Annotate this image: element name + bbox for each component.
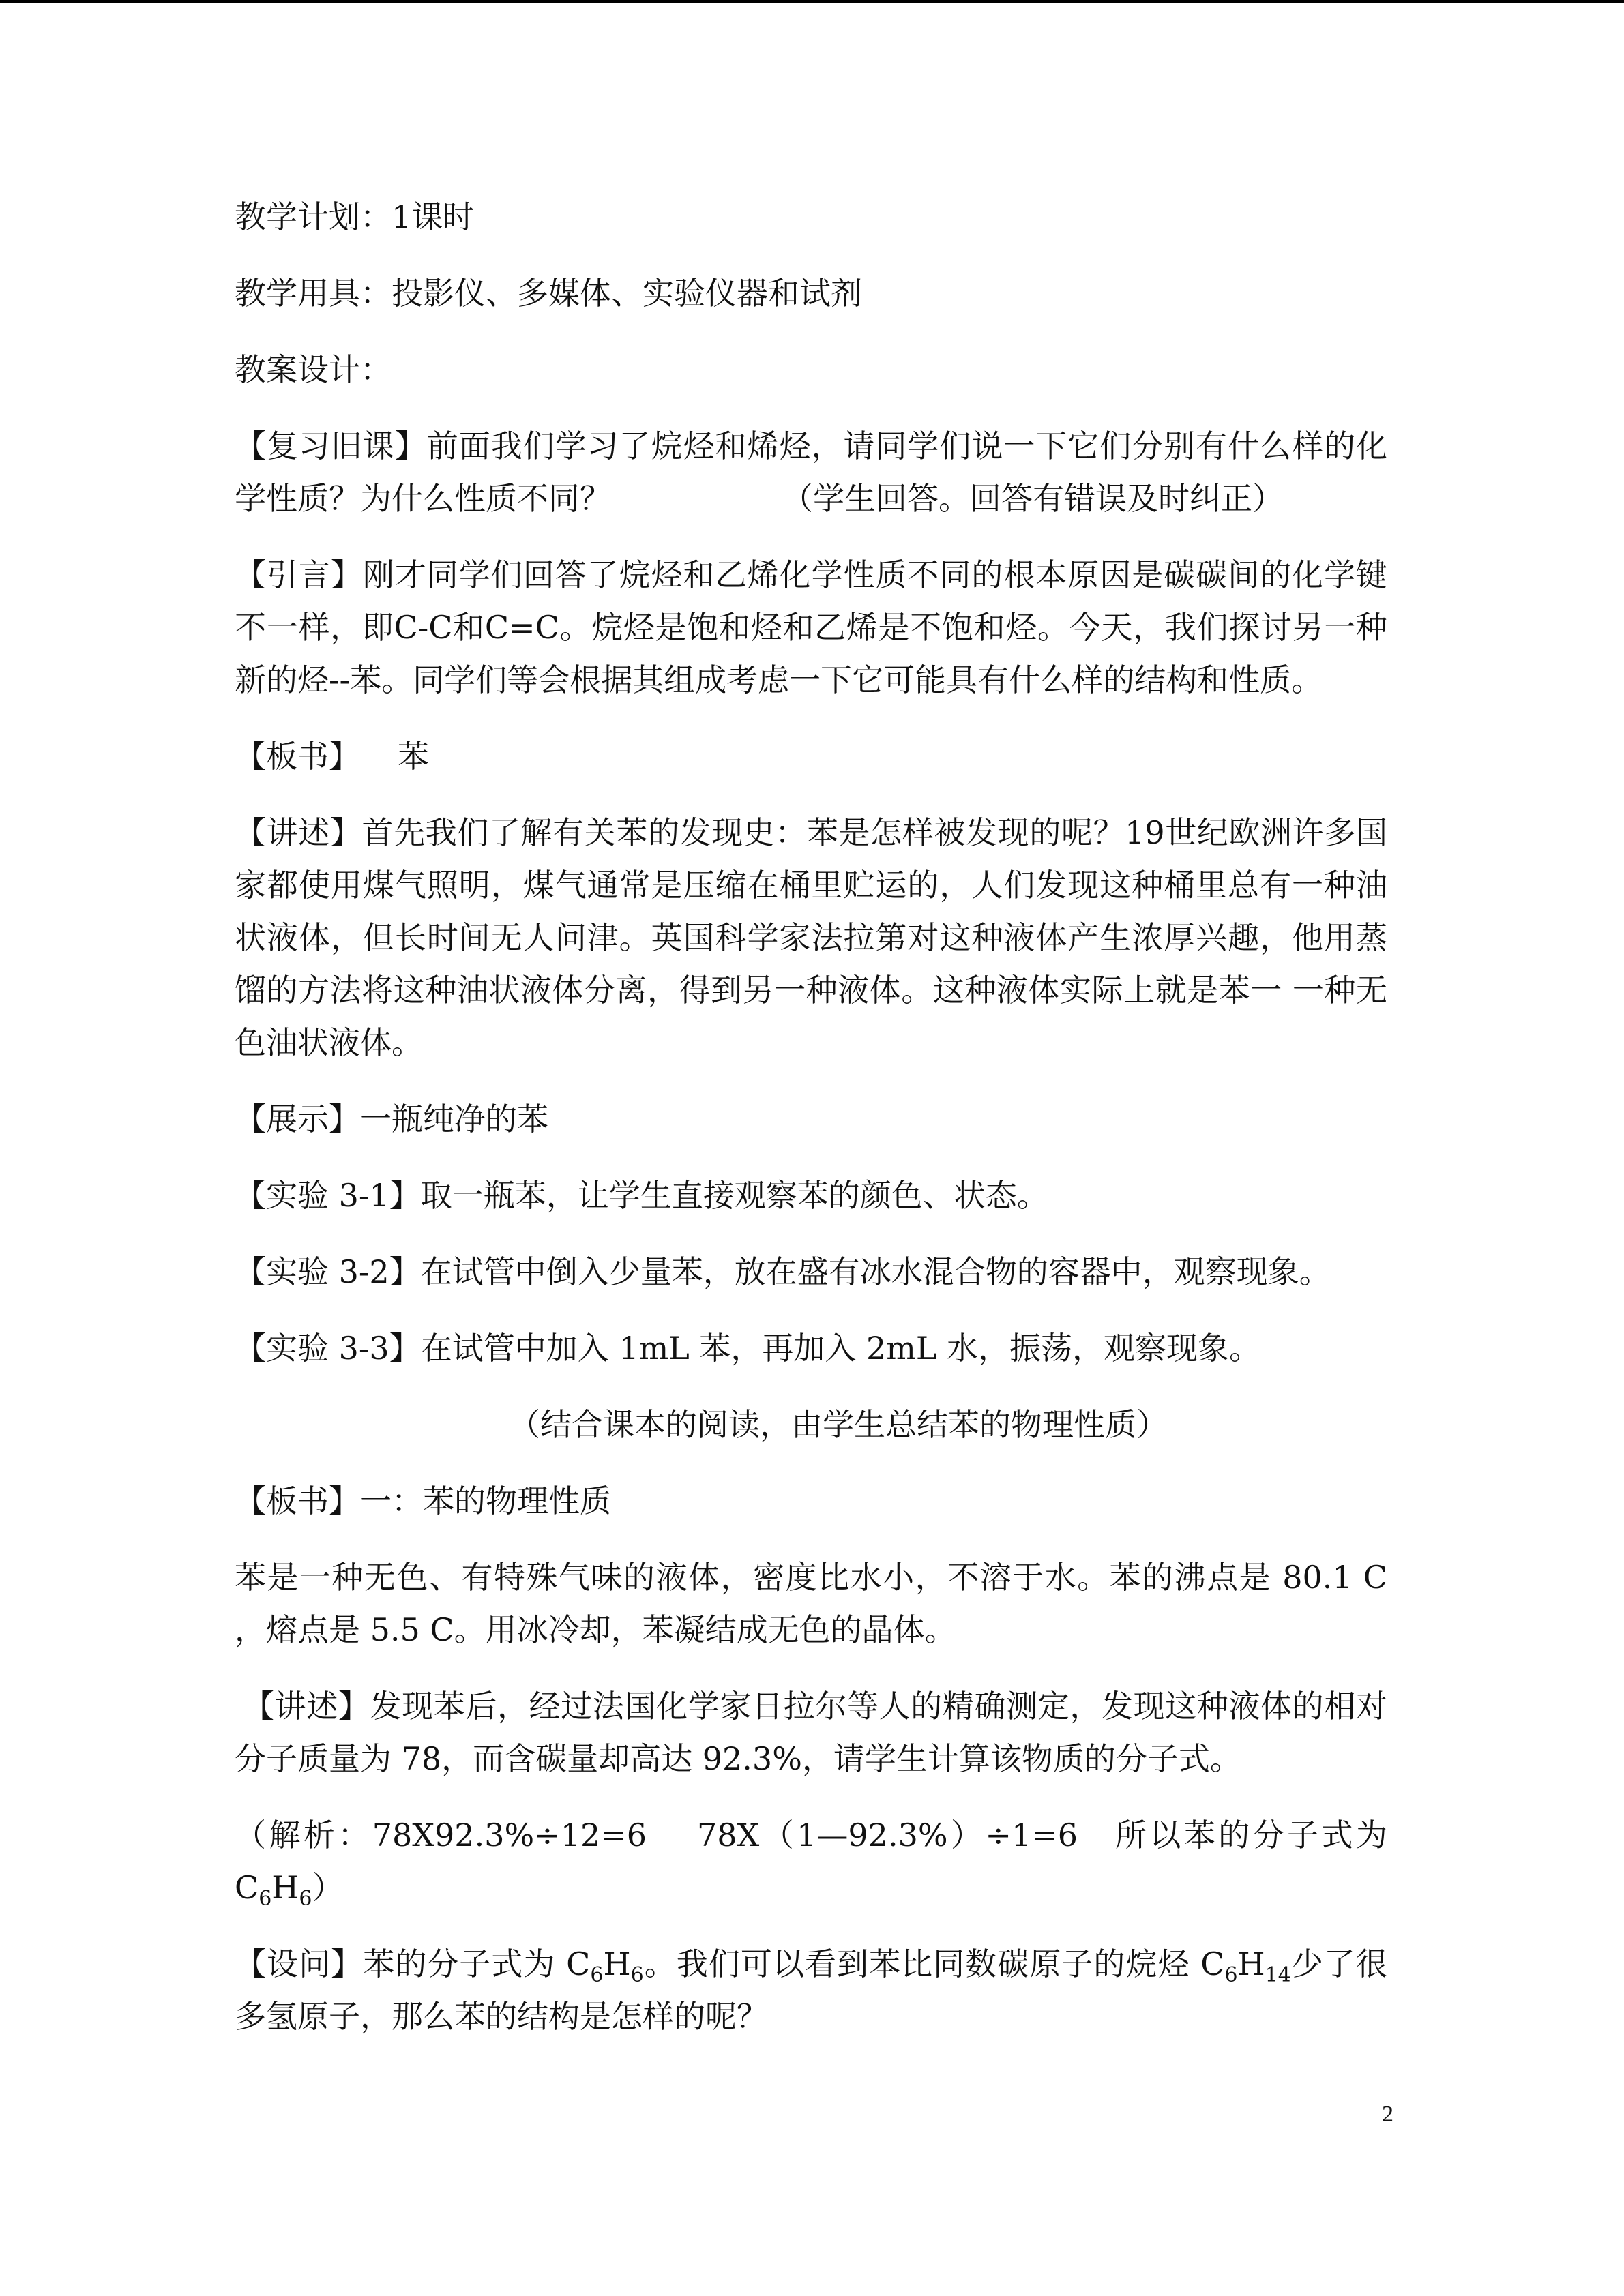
lecture1-text: 首先我们了解有关苯的发现史：苯是怎样被发现的呢？19世纪欧洲许多国家都使用煤气照明，煤气通常是压缩在桶里贮运的，人们发现这种桶里总有一种油状液体，但长时间无人问津。英国科学家法拉第对这种液体产生浓厚兴趣，他用蒸馏的方法将这种油状液体分离，得到另一种液体。这种液体实际上就是苯一 一种无色油状液体。 (235, 814, 1387, 1061)
experiment-1-tag: 【实验 3-1】 (235, 1177, 421, 1214)
physical-properties-text: 苯是一种无色、有特殊气味的液体，密度比水小，不溶于水。苯的沸点是 80.1 C ，熔点是 5.5 C。用冰冷却，苯凝结成无色的晶体。 (235, 1559, 1387, 1648)
intro-paragraph (235, 549, 1387, 706)
show-paragraph (235, 1093, 1387, 1146)
summary-note (235, 1399, 1387, 1451)
document-page (235, 191, 1387, 2067)
physical-properties-paragraph (235, 1551, 1387, 1656)
question-text-end: 少了很多氢原子，那么苯的结构是怎样的呢？ (235, 1945, 1388, 2035)
show-tag: 【展示】 (235, 1101, 360, 1137)
question-text-h2: H (1237, 1945, 1265, 1982)
board1-paragraph (235, 730, 1387, 783)
question-subscript: 6 (590, 1963, 604, 1987)
board2-text: 一：苯的物理性质 (360, 1482, 611, 1519)
intro-tag: 【引言】 (235, 556, 363, 593)
lecture2-paragraph (235, 1680, 1387, 1785)
review-paragraph (235, 420, 1387, 525)
experiment-3-tag: 【实验 3-3】 (235, 1330, 421, 1367)
question-subscript: 6 (1224, 1963, 1238, 1987)
summary-note-text: （结合课本的阅读，由学生总结苯的物理性质） (509, 1406, 1168, 1443)
lecture1-tag: 【讲述】 (235, 814, 362, 851)
review-tag: 【复习旧课】 (235, 428, 427, 464)
analysis-text: （解析：78X92.3%÷12=6 78X（1—92.3%）÷1=6 所以苯的分子式为 C (235, 1817, 1387, 1906)
teaching-tools-line (235, 267, 1387, 320)
board1-tag: 【板书】 (235, 738, 360, 775)
question-text: 苯的分子式为 C (363, 1945, 591, 1982)
intro-text: 刚才同学们回答了烷烃和乙烯化学性质不同的根本原因是碳碳间的化学键不一样，即C-C和C=C。烷烃是饱和烃和乙烯是不饱和烃。今天，我们探讨另一种新的烃--苯。同学们等会根据其组成考虑一下它可能具有什么样的结构和性质。 (235, 556, 1388, 698)
teaching-plan-line (235, 191, 1387, 243)
experiment-2-tag: 【实验 3-2】 (235, 1253, 421, 1290)
question-paragraph (235, 1938, 1387, 2043)
lesson-design-text: 教案设计： (235, 351, 392, 388)
experiment-2 (235, 1246, 1387, 1298)
experiment-3 (235, 1322, 1387, 1375)
question-text-h: H (603, 1945, 631, 1982)
review-text: 前面我们学习了烷烃和烯烃，请同学们说一下它们分别有什么样的化学性质？为什么性质不同？ (235, 428, 1388, 517)
lecture1-paragraph (235, 807, 1387, 1069)
page-number: 2 (1382, 2102, 1393, 2127)
analysis-text-h: H (271, 1869, 299, 1906)
teaching-plan-text: 教学计划：1课时 (235, 198, 475, 235)
top-border-line (0, 0, 1624, 3)
question-subscript: 6 (630, 1963, 644, 1987)
review-note: （学生回答。回答有错误及时纠正） (782, 480, 1284, 517)
question-tag: 【设问】 (235, 1945, 364, 1982)
board1-text: 苯 (398, 738, 429, 775)
analysis-subscript: 6 (259, 1887, 272, 1911)
analysis-close: ） (312, 1869, 344, 1906)
experiment-1 (235, 1169, 1387, 1222)
board2-tag: 【板书】 (235, 1482, 360, 1519)
analysis-paragraph (235, 1809, 1387, 1914)
experiment-1-text: 取一瓶苯，让学生直接观察苯的颜色、状态。 (420, 1177, 1048, 1214)
experiment-3-text: 在试管中加入 1mL 苯，再加入 2mL 水，振荡，观察现象。 (420, 1330, 1261, 1367)
question-text-mid: 。我们可以看到苯比同数碳原子的烷烃 C (643, 1945, 1225, 1982)
lecture2-text: 发现苯后，经过法国化学家日拉尔等人的精确测定，发现这种液体的相对分子质量为 78，而含碳量却高达 92.3%，请学生计算该物质的分子式。 (235, 1688, 1388, 1777)
board2-paragraph (235, 1475, 1387, 1527)
question-subscript: 14 (1265, 1963, 1291, 1987)
teaching-tools-text: 教学用具：投影仪、多媒体、实验仪器和试剂 (235, 275, 862, 312)
lesson-design-line (235, 344, 1387, 396)
analysis-subscript: 6 (299, 1887, 312, 1911)
lecture2-tag: 【讲述】 (243, 1688, 370, 1725)
experiment-2-text: 在试管中倒入少量苯，放在盛有冰水混合物的容器中，观察现象。 (420, 1253, 1331, 1290)
show-text: 一瓶纯净的苯 (360, 1101, 548, 1137)
